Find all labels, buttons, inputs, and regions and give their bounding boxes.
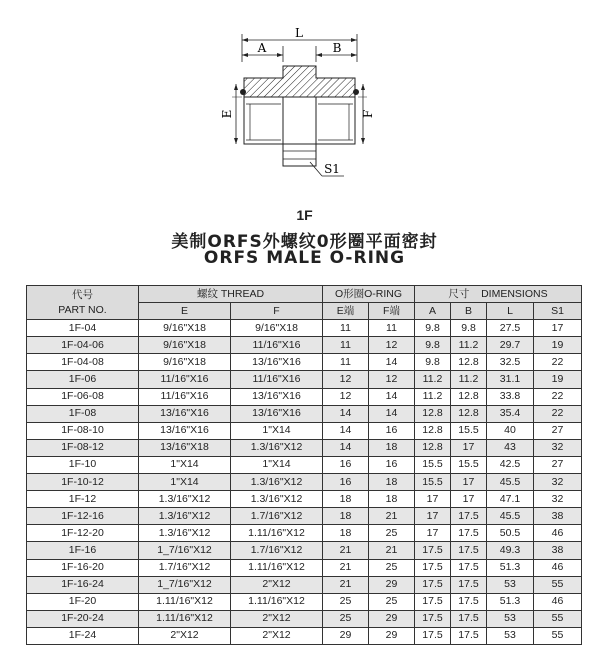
dim-b-cell: 15.5: [451, 456, 487, 473]
dimension-a: [242, 41, 283, 62]
dim-a-cell: 12.8: [415, 422, 451, 439]
dim-b-cell: 17.5: [451, 525, 487, 542]
thread-f-cell: 1"X14: [231, 456, 323, 473]
dim-a-cell: 17.5: [415, 559, 451, 576]
part-no-cell: 1F-06: [27, 371, 139, 388]
thread-f-cell: 11/16"X16: [231, 371, 323, 388]
oring-e-cell: 25: [323, 593, 369, 610]
thread-f-cell: 1.3/16"X12: [231, 439, 323, 456]
oring-e-cell: 18: [323, 508, 369, 525]
thread-e-cell: 1.11/16"X12: [139, 593, 231, 610]
thread-f-cell: 2"X12: [231, 610, 323, 627]
dim-s1-cell: 46: [534, 559, 582, 576]
table-row: [27, 354, 582, 371]
dim-l-cell: 53: [487, 627, 534, 644]
thread-f-cell: 2"X12: [231, 576, 323, 593]
table-row: [27, 456, 582, 473]
table-row: [27, 542, 582, 559]
oring-e-cell: 29: [323, 627, 369, 644]
part-no-cell: 1F-08: [27, 405, 139, 422]
oring-f-cell: 18: [369, 474, 415, 491]
dim-a-cell: 17.5: [415, 627, 451, 644]
oring-e-cell: 14: [323, 405, 369, 422]
dim-s1-cell: 27: [534, 422, 582, 439]
label-e: E: [220, 109, 234, 119]
dim-a-cell: 17.5: [415, 610, 451, 627]
thread-f-cell: 2"X12: [231, 627, 323, 644]
thread-e-cell: 13/16"X16: [139, 422, 231, 439]
oring-f-cell: 29: [369, 610, 415, 627]
dim-l-cell: 27.5: [487, 320, 534, 337]
thread-e-cell: 1"X14: [139, 474, 231, 491]
thread-f-cell: 1.11/16"X12: [231, 559, 323, 576]
table-row: [27, 405, 582, 422]
dim-a-cell: 9.8: [415, 337, 451, 354]
table-row: [27, 371, 582, 388]
dim-l-cell: 53: [487, 610, 534, 627]
part-no-cell: 1F-04-08: [27, 354, 139, 371]
dim-s1-cell: 46: [534, 593, 582, 610]
dim-s1-cell: 32: [534, 474, 582, 491]
sub-header-a: A: [415, 303, 451, 320]
dim-l-cell: 51.3: [487, 593, 534, 610]
dim-l-cell: 40: [487, 422, 534, 439]
table-row: [27, 491, 582, 508]
thread-f-cell: 1.7/16"X12: [231, 542, 323, 559]
dim-s1-cell: 46: [534, 525, 582, 542]
dim-a-cell: 12.8: [415, 405, 451, 422]
thread-f-cell: 9/16"X18: [231, 320, 323, 337]
dim-b-cell: 17.5: [451, 542, 487, 559]
dim-b-cell: 15.5: [451, 422, 487, 439]
dim-b-cell: 17.5: [451, 576, 487, 593]
sub-header-f-end: F端: [369, 303, 415, 320]
thread-e-cell: 13/16"X18: [139, 439, 231, 456]
sub-header-e: E: [139, 303, 231, 320]
oring-f-cell: 29: [369, 627, 415, 644]
oring-e-cell: 18: [323, 491, 369, 508]
dimension-e: [220, 84, 238, 144]
dim-l-cell: 42.5: [487, 456, 534, 473]
dim-l-cell: 51.3: [487, 559, 534, 576]
thread-e-cell: 1_7/16"X12: [139, 542, 231, 559]
dim-l-cell: 32.5: [487, 354, 534, 371]
dim-s1-cell: 38: [534, 542, 582, 559]
dim-a-cell: 17: [415, 491, 451, 508]
dim-a-cell: 17: [415, 525, 451, 542]
oring-f-cell: 25: [369, 559, 415, 576]
part-no-cell: 1F-20-24: [27, 610, 139, 627]
thread-e-cell: 9/16"X18: [139, 320, 231, 337]
thread-f-cell: 1.3/16"X12: [231, 491, 323, 508]
oring-e-cell: 14: [323, 422, 369, 439]
header-row-groups: [27, 286, 582, 303]
dimension-f: [361, 84, 375, 144]
part-no-cell: 1F-24: [27, 627, 139, 644]
dim-a-cell: 9.8: [415, 320, 451, 337]
table-row: [27, 439, 582, 456]
oring-e-cell: 11: [323, 337, 369, 354]
dim-l-cell: 29.7: [487, 337, 534, 354]
thread-e-cell: 11/16"X16: [139, 371, 231, 388]
label-b: B: [332, 41, 342, 55]
oring-e-cell: 21: [323, 576, 369, 593]
oring-f-cell: 18: [369, 491, 415, 508]
thread-f-cell: 13/16"X16: [231, 405, 323, 422]
dim-s1-cell: 55: [534, 610, 582, 627]
thread-e-cell: 2"X12: [139, 627, 231, 644]
part-no-cell: 1F-04-06: [27, 337, 139, 354]
oring-f-cell: 25: [369, 525, 415, 542]
oring-f-cell: 16: [369, 422, 415, 439]
part-no-cell: 1F-16: [27, 542, 139, 559]
table-row: [27, 508, 582, 525]
dim-a-cell: 11.2: [415, 371, 451, 388]
dim-a-cell: 17.5: [415, 576, 451, 593]
title-english: ORFS MALE O-RING: [203, 248, 406, 268]
dim-b-cell: 17: [451, 491, 487, 508]
part-code: 1F: [296, 207, 313, 223]
label-s1: S1: [324, 162, 340, 176]
table-row: [27, 337, 582, 354]
part-no-header: [27, 286, 139, 320]
thread-header: 螺纹 THREAD: [139, 286, 323, 303]
dimensions-table: [26, 285, 582, 645]
dim-l-cell: 33.8: [487, 388, 534, 405]
dim-b-cell: 11.2: [451, 371, 487, 388]
label-a: A: [257, 41, 267, 55]
dimensions-header: 尺寸 DIMENSIONS: [415, 286, 582, 303]
oring-f-cell: 14: [369, 388, 415, 405]
table-row: [27, 525, 582, 542]
dim-s1-cell: 55: [534, 627, 582, 644]
part-no-cell: 1F-12: [27, 491, 139, 508]
dim-a-cell: 15.5: [415, 474, 451, 491]
thread-e-cell: 1.3/16"X12: [139, 508, 231, 525]
thread-e-cell: 13/16"X16: [139, 405, 231, 422]
oring-f-cell: 12: [369, 371, 415, 388]
dim-l-cell: 45.5: [487, 474, 534, 491]
oring-e-cell: 25: [323, 610, 369, 627]
dim-b-cell: 17.5: [451, 627, 487, 644]
dim-b-cell: 17: [451, 474, 487, 491]
oring-e-cell: 11: [323, 320, 369, 337]
dim-l-cell: 47.1: [487, 491, 534, 508]
oring-header: O形圈O-RING: [323, 286, 415, 303]
dim-a-cell: 15.5: [415, 456, 451, 473]
dim-a-cell: 11.2: [415, 388, 451, 405]
table-row: [27, 320, 582, 337]
dim-s1-cell: 22: [534, 354, 582, 371]
sub-header-s1: S1: [534, 303, 582, 320]
fitting-body: [232, 66, 367, 166]
oring-e-cell: 21: [323, 559, 369, 576]
part-no-cell: 1F-12-20: [27, 525, 139, 542]
part-no-header-cn: 代号: [72, 288, 93, 301]
part-no-cell: 1F-10: [27, 456, 139, 473]
dim-a-cell: 9.8: [415, 354, 451, 371]
oring-e-cell: 12: [323, 371, 369, 388]
thread-e-cell: 9/16"X18: [139, 337, 231, 354]
thread-e-cell: 1_7/16"X12: [139, 576, 231, 593]
thread-f-cell: 13/16"X16: [231, 354, 323, 371]
dim-b-cell: 12.8: [451, 388, 487, 405]
table-row: [27, 474, 582, 491]
thread-e-cell: 1.11/16"X12: [139, 610, 231, 627]
oring-f-cell: 11: [369, 320, 415, 337]
dim-b-cell: 17.5: [451, 593, 487, 610]
dim-b-cell: 12.8: [451, 405, 487, 422]
oring-e-cell: 11: [323, 354, 369, 371]
dim-a-cell: 17.5: [415, 593, 451, 610]
dim-a-cell: 17.5: [415, 542, 451, 559]
label-f: F: [361, 109, 375, 119]
dim-s1-cell: 22: [534, 405, 582, 422]
oring-f-cell: 21: [369, 508, 415, 525]
part-no-cell: 1F-04: [27, 320, 139, 337]
part-no-cell: 1F-20: [27, 593, 139, 610]
thread-f-cell: 1.11/16"X12: [231, 525, 323, 542]
dim-b-cell: 17.5: [451, 610, 487, 627]
thread-f-cell: 1.11/16"X12: [231, 593, 323, 610]
oring-e-cell: 16: [323, 474, 369, 491]
dim-s1-cell: 32: [534, 439, 582, 456]
oring-e-cell: 21: [323, 542, 369, 559]
oring-e-cell: 16: [323, 456, 369, 473]
part-no-cell: 1F-10-12: [27, 474, 139, 491]
dim-b-cell: 17: [451, 439, 487, 456]
dim-s1-cell: 27: [534, 456, 582, 473]
thread-e-cell: 1.3/16"X12: [139, 525, 231, 542]
dim-a-cell: 17: [415, 508, 451, 525]
dim-s1-cell: 55: [534, 576, 582, 593]
table-row: [27, 576, 582, 593]
dim-s1-cell: 17: [534, 320, 582, 337]
thread-e-cell: 1.3/16"X12: [139, 491, 231, 508]
dim-b-cell: 17.5: [451, 508, 487, 525]
dim-b-cell: 17.5: [451, 559, 487, 576]
dimension-b: [316, 41, 357, 62]
part-no-cell: 1F-12-16: [27, 508, 139, 525]
table-row: [27, 388, 582, 405]
table-row: [27, 627, 582, 644]
dim-s1-cell: 38: [534, 508, 582, 525]
part-no-cell: 1F-16-20: [27, 559, 139, 576]
thread-e-cell: 11/16"X16: [139, 388, 231, 405]
oring-e-cell: 12: [323, 388, 369, 405]
part-no-header-en: PART NO.: [58, 303, 107, 316]
oring-f-cell: 14: [369, 405, 415, 422]
label-l: L: [295, 26, 303, 40]
table-row: [27, 593, 582, 610]
oring-f-cell: 25: [369, 593, 415, 610]
thread-f-cell: 1"X14: [231, 422, 323, 439]
dim-b-cell: 11.2: [451, 337, 487, 354]
thread-f-cell: 11/16"X16: [231, 337, 323, 354]
table-row: [27, 559, 582, 576]
oring-f-cell: 14: [369, 354, 415, 371]
fitting-drawing: [0, 0, 609, 200]
thread-e-cell: 1"X14: [139, 456, 231, 473]
table-row: [27, 422, 582, 439]
oring-f-cell: 18: [369, 439, 415, 456]
dim-l-cell: 49.3: [487, 542, 534, 559]
oring-e-cell: 14: [323, 439, 369, 456]
thread-f-cell: 13/16"X16: [231, 388, 323, 405]
dim-s1-cell: 19: [534, 371, 582, 388]
dim-l-cell: 45.5: [487, 508, 534, 525]
table-row: [27, 610, 582, 627]
sub-header-f: F: [231, 303, 323, 320]
sub-header-b: B: [451, 303, 487, 320]
dim-b-cell: 12.8: [451, 354, 487, 371]
dim-l-cell: 50.5: [487, 525, 534, 542]
thread-f-cell: 1.7/16"X12: [231, 508, 323, 525]
title-chinese: 美制ORFS外螺纹0形圈平面密封: [171, 232, 438, 252]
oring-e-cell: 18: [323, 525, 369, 542]
dim-l-cell: 53: [487, 576, 534, 593]
part-no-cell: 1F-06-08: [27, 388, 139, 405]
thread-e-cell: 9/16"X18: [139, 354, 231, 371]
dim-l-cell: 43: [487, 439, 534, 456]
oring-f-cell: 16: [369, 456, 415, 473]
dim-b-cell: 9.8: [451, 320, 487, 337]
sub-header-e-end: E端: [323, 303, 369, 320]
part-no-cell: 1F-16-24: [27, 576, 139, 593]
part-no-cell: 1F-08-10: [27, 422, 139, 439]
dim-s1-cell: 32: [534, 491, 582, 508]
dim-l-cell: 31.1: [487, 371, 534, 388]
oring-f-cell: 21: [369, 542, 415, 559]
dim-s1-cell: 22: [534, 388, 582, 405]
oring-f-cell: 29: [369, 576, 415, 593]
thread-e-cell: 1.7/16"X12: [139, 559, 231, 576]
thread-f-cell: 1.3/16"X12: [231, 474, 323, 491]
part-no-cell: 1F-08-12: [27, 439, 139, 456]
dim-s1-cell: 19: [534, 337, 582, 354]
dim-a-cell: 12.8: [415, 439, 451, 456]
sub-header-l: L: [487, 303, 534, 320]
oring-f-cell: 12: [369, 337, 415, 354]
dim-l-cell: 35.4: [487, 405, 534, 422]
